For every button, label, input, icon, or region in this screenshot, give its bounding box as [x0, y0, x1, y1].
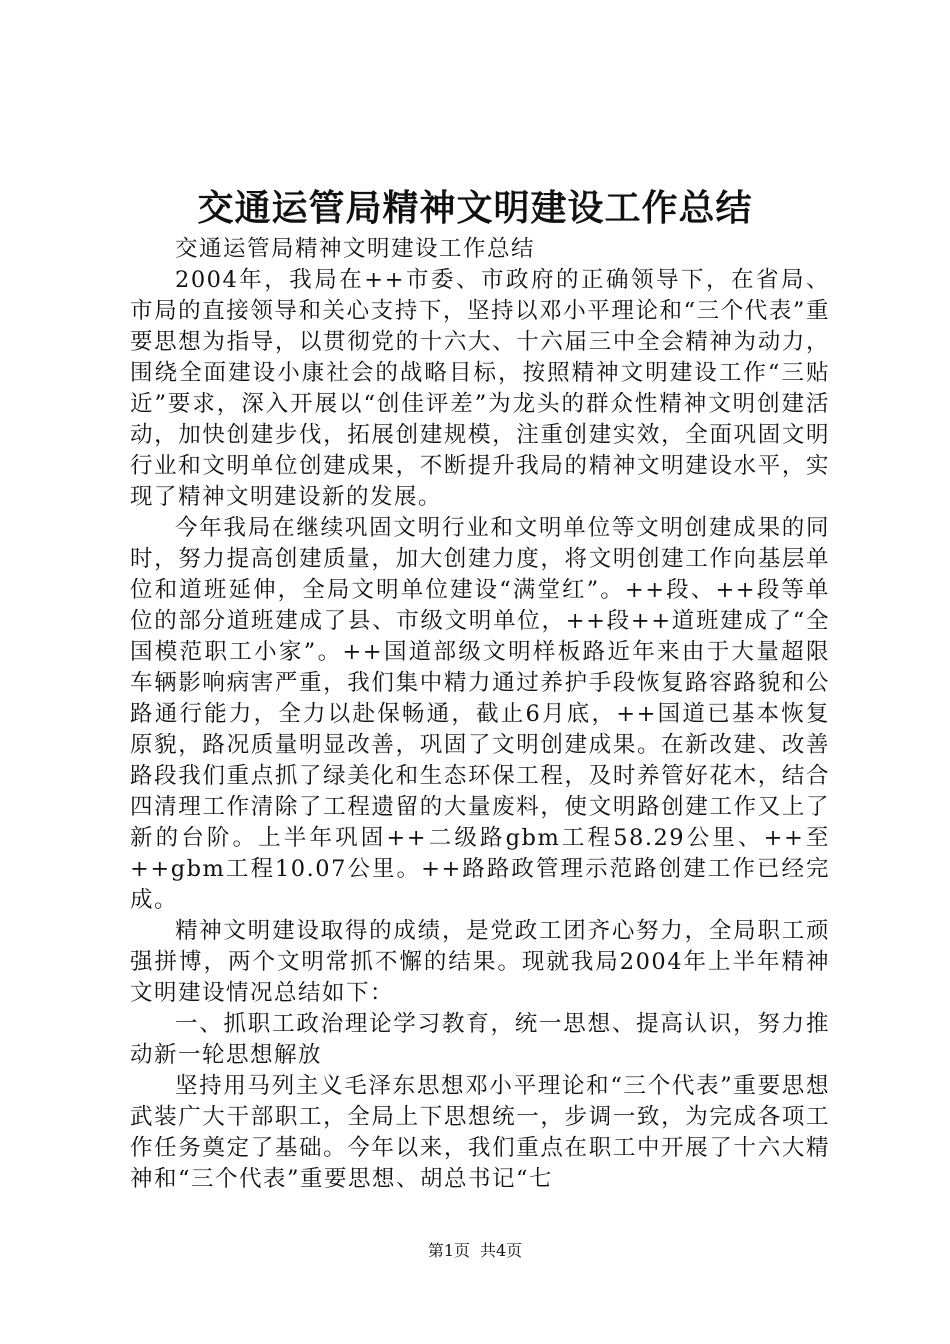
page-footer — [0, 1240, 950, 1262]
document-title: 交通运管局精神文明建设工作总结 — [197, 187, 753, 229]
section-heading-1: 一、抓职工政治理论学习教育，统一思想、提高认识，努力推动新一轮思想解放 — [130, 1011, 830, 1068]
page-number: 第1页 — [427, 1241, 470, 1260]
body-paragraph-subtitle: 交通运管局精神文明建设工作总结 — [175, 236, 536, 262]
body-paragraph-intro: 2004年，我局在++市委、市政府的正确领导下，在省局、市局的直接领导和关心支持下，坚持以邓小平理论和“三个代表”重要思想为指导，以贯彻党的十六大、十六届三中全会精神为动力，围绕全面建设小康社会的战略目标，按照精神文明建设工作“三贴近”要求，深入开展以“创佳评差”为龙头的群众性精神文明创建活动，加快创建步伐，拓展创建规模，注重创建实效，全面巩固文明行业和文明单位创建成果，不断提升我局的精神文明建设水平，实现了精神文明建设新的发展。 — [130, 267, 830, 510]
body-paragraph-summary: 精神文明建设取得的成绩，是党政工团齐心努力，全局职工顽强拼博，两个文明常抓不懈的结果。现就我局2004年上半年精神文明建设情况总结如下： — [130, 918, 830, 1006]
body-paragraph-section-1: 坚持用马列主义毛泽东思想邓小平理论和“三个代表”重要思想武装广大干部职工，全局上下思想统一，步调一致，为完成各项工作任务奠定了基础。今年以来，我们重点在职工中开展了十六大精神和“三个代表”重要思想、胡总书记“七 — [130, 1073, 830, 1192]
document-body — [130, 234, 830, 1195]
body-paragraph-achievements: 今年我局在继续巩固文明行业和文明单位等文明创建成果的同时，努力提高创建质量，加大创建力度，将文明创建工作向基层单位和道班延伸，全局文明单位建设“满堂红”。++段、++段等单位的部分道班建成了县、市级文明单位，++段++道班建成了“全国模范职工小家”。++国道部级文明样板路近年来由于大量超限车辆影响病害严重，我们集中精力通过养护手段恢复路容路貌和公路通行能力，全力以赴保畅通，截止6月底，++国道已基本恢复原貌，路况质量明显改善，巩固了文明创建成果。在新改建、改善路段我们重点抓了绿美化和生态环保工程，及时养管好花木，结合四清理工作清除了工程遗留的大量废料，使文明路创建工作又上了新的台阶。上半年巩固++二级路gbm工程58.29公里、++至++gbm工程10.07公里。++路路政管理示范路创建工作已经完成。 — [130, 515, 830, 913]
page-total: 共4页 — [480, 1241, 523, 1260]
